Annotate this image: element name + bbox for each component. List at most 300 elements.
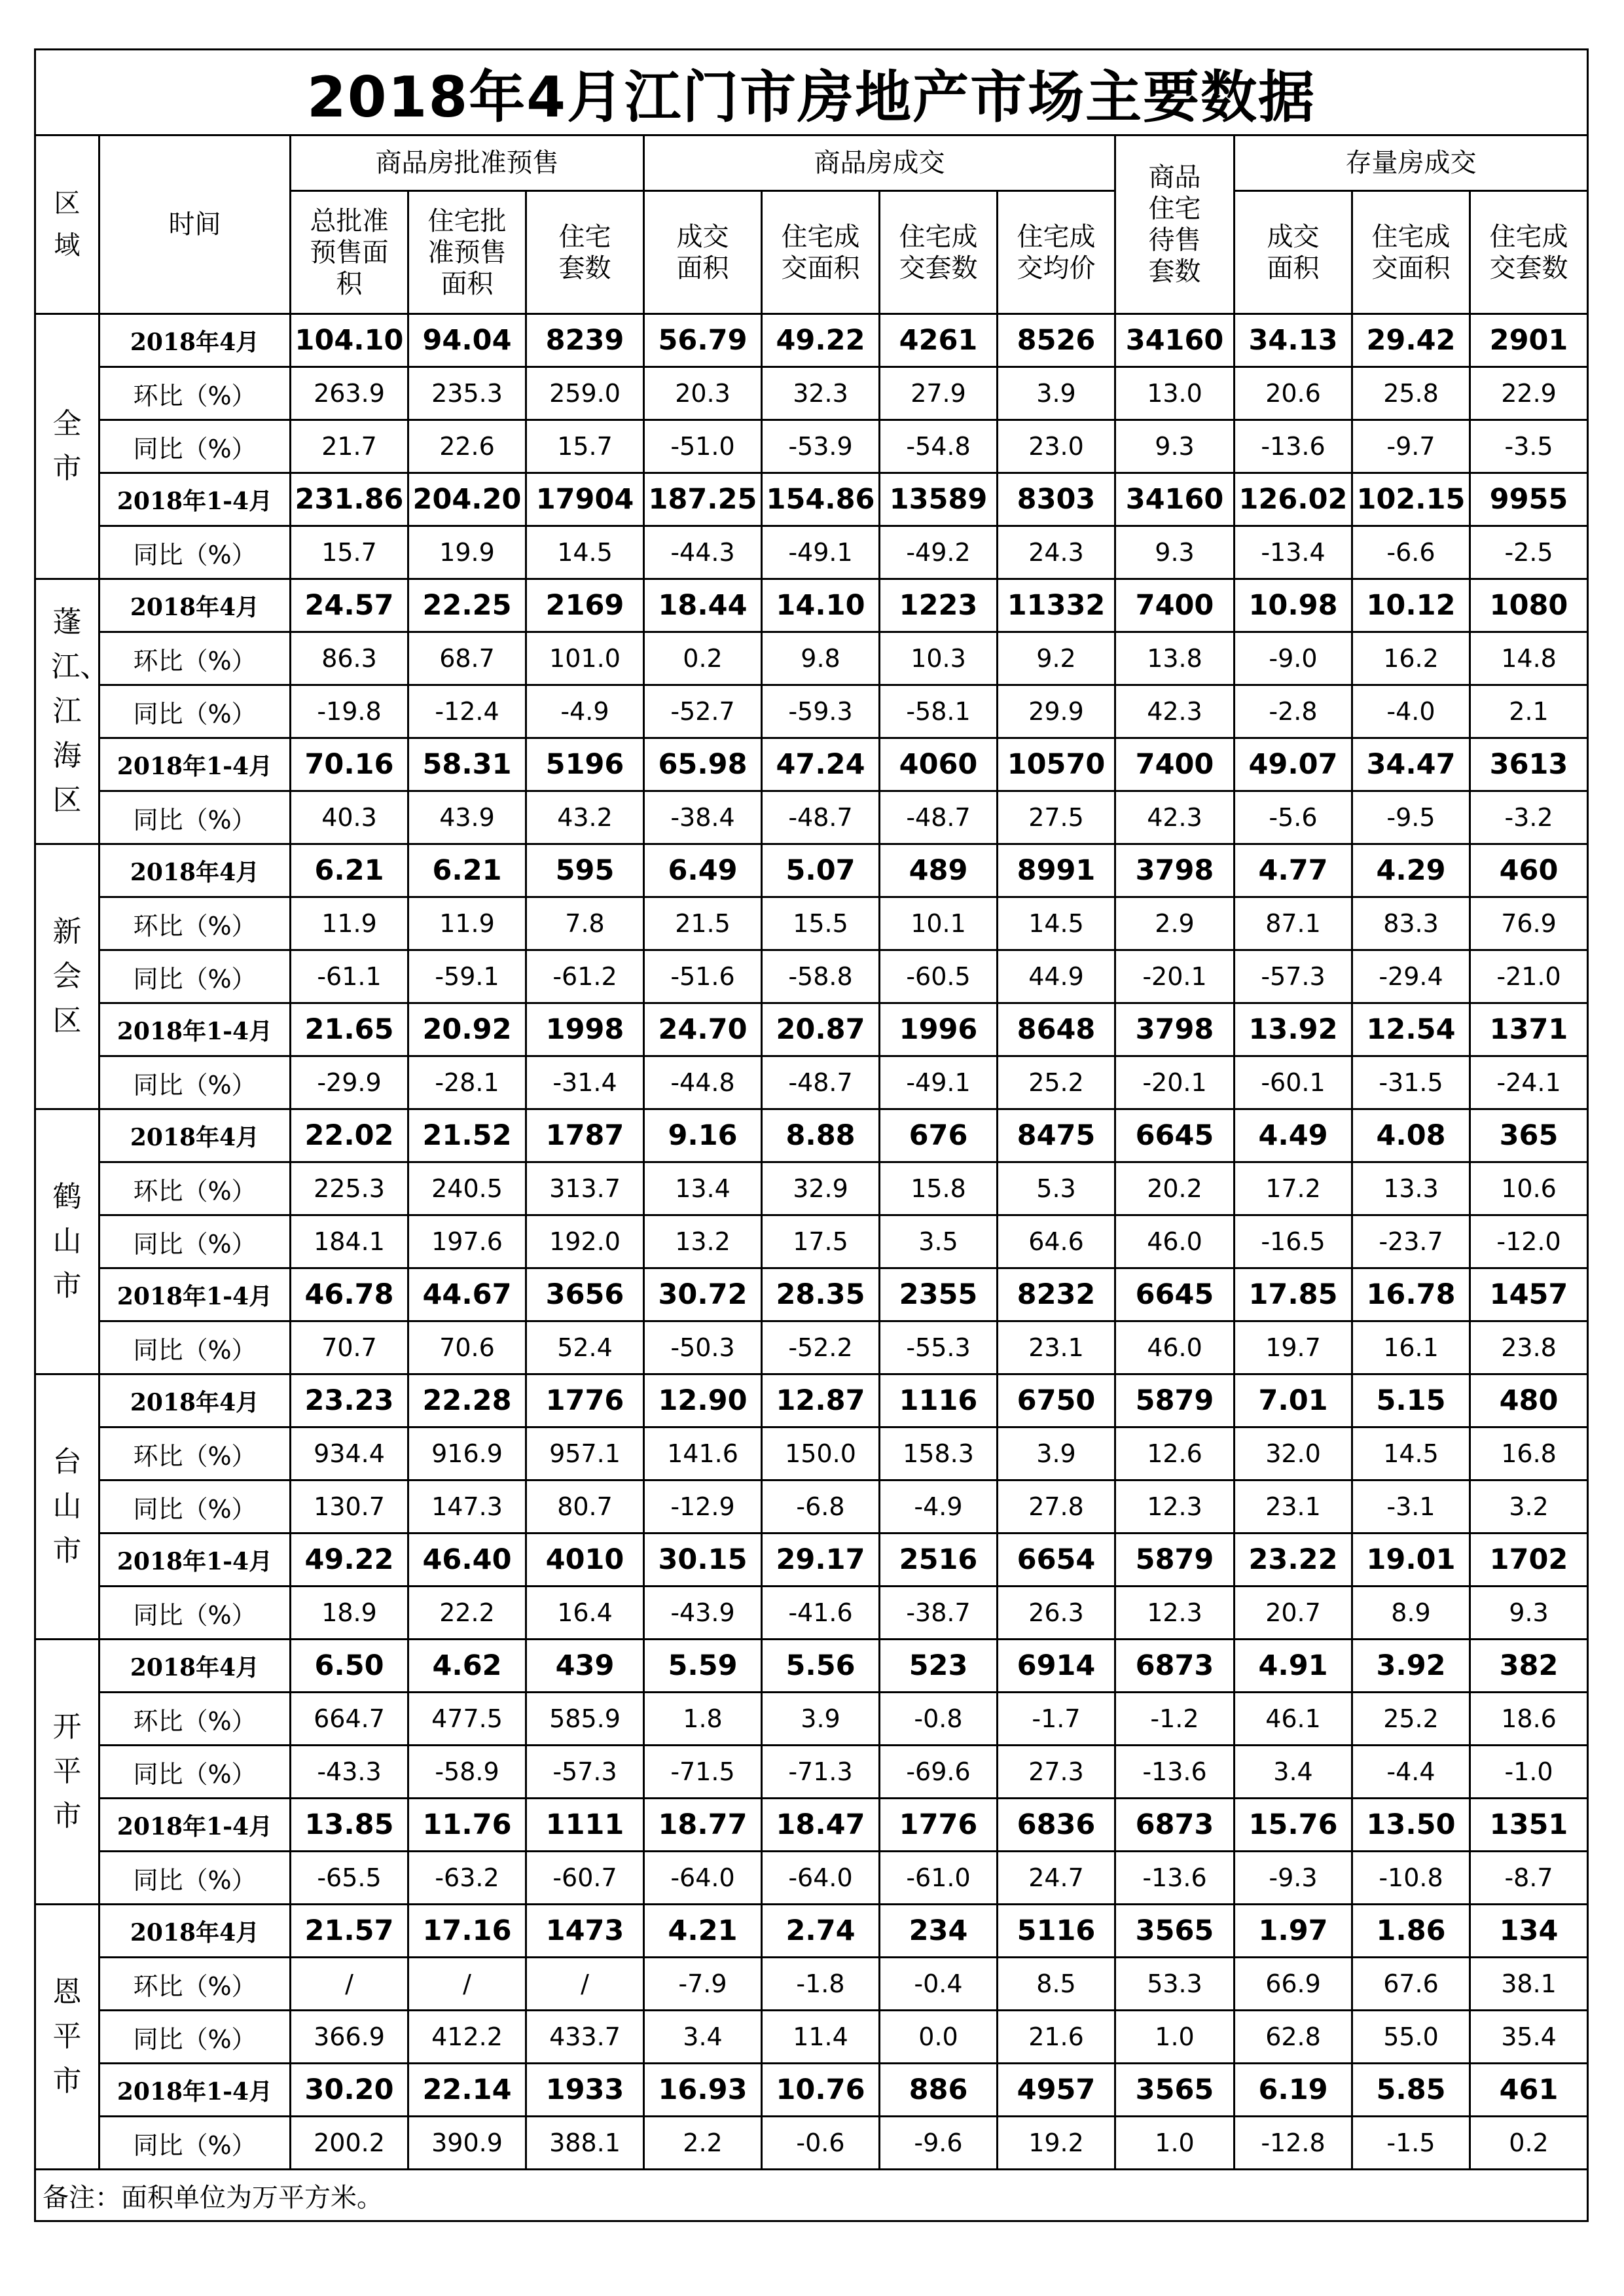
table-cell: 27.5 xyxy=(998,791,1115,844)
table-cell: -1.8 xyxy=(762,1958,880,2011)
table-cell: 23.0 xyxy=(998,420,1115,473)
table-cell: 13.0 xyxy=(1115,367,1235,420)
header-column xyxy=(998,191,1115,314)
table-cell: -69.6 xyxy=(880,1746,998,1799)
header-column-text: 成交面积 xyxy=(676,221,729,283)
table-cell: 70.6 xyxy=(408,1321,526,1374)
table-cell: 44.9 xyxy=(998,950,1115,1003)
table-cell: 3656 xyxy=(526,1268,644,1321)
table-cell: 313.7 xyxy=(526,1162,644,1215)
period-label: 2018年4月 xyxy=(99,314,291,367)
table-cell: 21.52 xyxy=(408,1109,526,1162)
table-cell: 20.6 xyxy=(1235,367,1352,420)
table-cell: 10.12 xyxy=(1352,579,1470,632)
table-cell: 67.6 xyxy=(1352,1958,1470,2011)
table-cell: -57.3 xyxy=(526,1746,644,1799)
header-group-inventory xyxy=(1115,135,1235,314)
table-cell: -23.7 xyxy=(1352,1215,1470,1268)
table-row xyxy=(35,685,1588,738)
table-cell: 6873 xyxy=(1115,1640,1235,1693)
period-label: 2018年1-4月 xyxy=(99,738,291,791)
table-cell: 676 xyxy=(880,1109,998,1162)
table-cell: -48.7 xyxy=(880,791,998,844)
table-cell: 9.2 xyxy=(998,632,1115,685)
table-cell: 5879 xyxy=(1115,1534,1235,1587)
table-cell: 101.0 xyxy=(526,632,644,685)
table-cell: 3565 xyxy=(1115,2064,1235,2117)
table-cell: 56.79 xyxy=(644,314,762,367)
table-cell: 480 xyxy=(1470,1374,1588,1427)
table-cell: -6.6 xyxy=(1352,526,1470,579)
table-cell: -51.6 xyxy=(644,950,762,1003)
table-cell: 2.2 xyxy=(644,2117,762,2170)
table-cell: 4.21 xyxy=(644,1905,762,1958)
table-cell: 13.85 xyxy=(291,1799,408,1852)
table-cell: 1351 xyxy=(1470,1799,1588,1852)
table-cell: 46.40 xyxy=(408,1534,526,1587)
table-cell: 66.9 xyxy=(1235,1958,1352,2011)
header-column xyxy=(762,191,880,314)
table-cell: -38.4 xyxy=(644,791,762,844)
table-cell: -4.4 xyxy=(1352,1746,1470,1799)
period-label: 环比（%） xyxy=(99,1427,291,1480)
table-cell: 14.5 xyxy=(998,897,1115,950)
table-cell: 14.5 xyxy=(1352,1427,1470,1480)
period-label: 2018年4月 xyxy=(99,1640,291,1693)
table-cell: 460 xyxy=(1470,844,1588,897)
table-cell: 234 xyxy=(880,1905,998,1958)
table-cell: 263.9 xyxy=(291,367,408,420)
table-cell: 184.1 xyxy=(291,1215,408,1268)
table-cell: 70.7 xyxy=(291,1321,408,1374)
table-cell: 15.76 xyxy=(1235,1799,1352,1852)
table-row xyxy=(35,1268,1588,1321)
table-cell: 235.3 xyxy=(408,367,526,420)
table-cell: -51.0 xyxy=(644,420,762,473)
table-cell: 3565 xyxy=(1115,1905,1235,1958)
table-cell: 200.2 xyxy=(291,2117,408,2170)
table-cell: 13.8 xyxy=(1115,632,1235,685)
table-cell: 13.92 xyxy=(1235,1003,1352,1056)
header-column-text: 住宅套数 xyxy=(558,221,611,283)
table-cell: 20.87 xyxy=(762,1003,880,1056)
table-row xyxy=(35,738,1588,791)
period-label: 同比（%） xyxy=(99,1321,291,1374)
table-cell: -38.7 xyxy=(880,1587,998,1640)
table-cell: 9.16 xyxy=(644,1109,762,1162)
table-cell: -0.4 xyxy=(880,1958,998,2011)
table-cell: 24.57 xyxy=(291,579,408,632)
period-label: 环比（%） xyxy=(99,1958,291,2011)
table-cell: 70.16 xyxy=(291,738,408,791)
period-label: 同比（%） xyxy=(99,1587,291,1640)
table-cell: / xyxy=(291,1958,408,2011)
period-label: 同比（%） xyxy=(99,420,291,473)
table-cell: -58.1 xyxy=(880,685,998,738)
table-cell: 1473 xyxy=(526,1905,644,1958)
table-cell: 21.5 xyxy=(644,897,762,950)
table-row xyxy=(35,2117,1588,2170)
table-cell: 20.2 xyxy=(1115,1162,1235,1215)
table-cell: / xyxy=(526,1958,644,2011)
table-cell: 22.25 xyxy=(408,579,526,632)
table-cell: 916.9 xyxy=(408,1427,526,1480)
period-label: 同比（%） xyxy=(99,685,291,738)
period-label: 2018年1-4月 xyxy=(99,1268,291,1321)
table-cell: 192.0 xyxy=(526,1215,644,1268)
table-cell: 22.6 xyxy=(408,420,526,473)
table-cell: 134 xyxy=(1470,1905,1588,1958)
table-cell: 53.3 xyxy=(1115,1958,1235,2011)
table-cell: 17904 xyxy=(526,473,644,526)
table-row xyxy=(35,1321,1588,1374)
table-row xyxy=(35,1693,1588,1746)
table-cell: 4010 xyxy=(526,1534,644,1587)
table-cell: 388.1 xyxy=(526,2117,644,2170)
table-cell: -43.9 xyxy=(644,1587,762,1640)
table-cell: 8991 xyxy=(998,844,1115,897)
table-cell: 11.9 xyxy=(291,897,408,950)
table-row xyxy=(35,1746,1588,1799)
table-cell: 477.5 xyxy=(408,1693,526,1746)
period-label: 2018年4月 xyxy=(99,844,291,897)
table-cell: -29.4 xyxy=(1352,950,1470,1003)
table-cell: 102.15 xyxy=(1352,473,1470,526)
table-cell: 9955 xyxy=(1470,473,1588,526)
table-cell: 240.5 xyxy=(408,1162,526,1215)
table-cell: 86.3 xyxy=(291,632,408,685)
table-cell: -54.8 xyxy=(880,420,998,473)
table-cell: 934.4 xyxy=(291,1427,408,1480)
table-cell: 1371 xyxy=(1470,1003,1588,1056)
table-cell: 76.9 xyxy=(1470,897,1588,950)
region-name: 蓬江、江海区 xyxy=(51,605,109,817)
table-cell: 5.3 xyxy=(998,1162,1115,1215)
period-label: 同比（%） xyxy=(99,1746,291,1799)
table-cell: 7.01 xyxy=(1235,1374,1352,1427)
table-cell: 3613 xyxy=(1470,738,1588,791)
table-cell: 11.4 xyxy=(762,2011,880,2064)
table-cell: -41.6 xyxy=(762,1587,880,1640)
period-label: 同比（%） xyxy=(99,2011,291,2064)
table-cell: -9.0 xyxy=(1235,632,1352,685)
table-cell: 5.59 xyxy=(644,1640,762,1693)
table-cell: -2.5 xyxy=(1470,526,1588,579)
table-cell: 22.2 xyxy=(408,1587,526,1640)
table-cell: -19.8 xyxy=(291,685,408,738)
table-cell: 16.2 xyxy=(1352,632,1470,685)
table-cell: 2169 xyxy=(526,579,644,632)
table-cell: -31.4 xyxy=(526,1056,644,1109)
table-cell: / xyxy=(408,1958,526,2011)
table-row xyxy=(35,367,1588,420)
table-cell: 6836 xyxy=(998,1799,1115,1852)
header-column-text: 住宅成交套数 xyxy=(899,221,978,283)
table-cell: 412.2 xyxy=(408,2011,526,2064)
table-cell: 5116 xyxy=(998,1905,1115,1958)
table-cell: 20.3 xyxy=(644,367,762,420)
table-cell: -31.5 xyxy=(1352,1056,1470,1109)
table-cell: 34160 xyxy=(1115,473,1235,526)
table-cell: 8.5 xyxy=(998,1958,1115,2011)
table-cell: 461 xyxy=(1470,2064,1588,2117)
table-cell: -59.1 xyxy=(408,950,526,1003)
table-row xyxy=(35,1799,1588,1852)
table-cell: 886 xyxy=(880,2064,998,2117)
table-row xyxy=(35,1109,1588,1162)
region-label xyxy=(35,844,99,1109)
table-cell: -55.3 xyxy=(880,1321,998,1374)
table-cell: -8.7 xyxy=(1470,1852,1588,1905)
table-cell: 16.1 xyxy=(1352,1321,1470,1374)
table-cell: -13.6 xyxy=(1235,420,1352,473)
table-cell: -16.5 xyxy=(1235,1215,1352,1268)
table-row xyxy=(35,1958,1588,2011)
table-cell: 29.42 xyxy=(1352,314,1470,367)
table-cell: 12.6 xyxy=(1115,1427,1235,1480)
table-cell: -28.1 xyxy=(408,1056,526,1109)
header-column-text: 成交面积 xyxy=(1267,221,1320,283)
table-cell: 8475 xyxy=(998,1109,1115,1162)
table-cell: 11332 xyxy=(998,579,1115,632)
table-cell: 27.9 xyxy=(880,367,998,420)
table-cell: 3798 xyxy=(1115,1003,1235,1056)
table-cell: 43.2 xyxy=(526,791,644,844)
table-cell: 147.3 xyxy=(408,1480,526,1534)
header-column-text: 住宅成交面积 xyxy=(1371,221,1451,283)
table-cell: 1996 xyxy=(880,1003,998,1056)
table-cell: -20.1 xyxy=(1115,950,1235,1003)
region-label xyxy=(35,1109,99,1374)
table-cell: -3.1 xyxy=(1352,1480,1470,1534)
page-title: 2018年4月江门市房地产市场主要数据 xyxy=(35,50,1588,135)
table-cell: -60.1 xyxy=(1235,1056,1352,1109)
table-cell: 6873 xyxy=(1115,1799,1235,1852)
table-cell: 2.1 xyxy=(1470,685,1588,738)
table-cell: 64.6 xyxy=(998,1215,1115,1268)
period-label: 2018年1-4月 xyxy=(99,473,291,526)
period-label: 同比（%） xyxy=(99,526,291,579)
table-row xyxy=(35,1480,1588,1534)
table-cell: 3.4 xyxy=(644,2011,762,2064)
table-cell: 1116 xyxy=(880,1374,998,1427)
table-cell: -3.2 xyxy=(1470,791,1588,844)
table-cell: 8648 xyxy=(998,1003,1115,1056)
period-label: 同比（%） xyxy=(99,1480,291,1534)
table-cell: 8.9 xyxy=(1352,1587,1470,1640)
table-cell: 3798 xyxy=(1115,844,1235,897)
table-cell: 8239 xyxy=(526,314,644,367)
table-cell: 5196 xyxy=(526,738,644,791)
table-cell: 24.70 xyxy=(644,1003,762,1056)
table-cell: 38.1 xyxy=(1470,1958,1588,2011)
header-column xyxy=(880,191,998,314)
table-cell: 13.3 xyxy=(1352,1162,1470,1215)
table-cell: 16.78 xyxy=(1352,1268,1470,1321)
table-cell: 1776 xyxy=(526,1374,644,1427)
table-cell: 10.1 xyxy=(880,897,998,950)
table-cell: -9.3 xyxy=(1235,1852,1352,1905)
table-cell: -24.1 xyxy=(1470,1056,1588,1109)
table-cell: 58.31 xyxy=(408,738,526,791)
table-cell: 390.9 xyxy=(408,2117,526,2170)
table-cell: -1.7 xyxy=(998,1693,1115,1746)
table-cell: 23.8 xyxy=(1470,1321,1588,1374)
table-cell: 104.10 xyxy=(291,314,408,367)
table-cell: 14.8 xyxy=(1470,632,1588,685)
region-label xyxy=(35,1905,99,2170)
table-cell: 5879 xyxy=(1115,1374,1235,1427)
table-cell: -6.8 xyxy=(762,1480,880,1534)
region-name: 新会区 xyxy=(52,914,82,1038)
table-cell: 10.76 xyxy=(762,2064,880,2117)
table-cell: 585.9 xyxy=(526,1693,644,1746)
table-cell: 4.77 xyxy=(1235,844,1352,897)
table-row xyxy=(35,1427,1588,1480)
table-cell: 2.9 xyxy=(1115,897,1235,950)
table-cell: 49.07 xyxy=(1235,738,1352,791)
table-row xyxy=(35,1056,1588,1109)
table-cell: 18.77 xyxy=(644,1799,762,1852)
region-name: 台山市 xyxy=(52,1444,82,1568)
table-cell: 4060 xyxy=(880,738,998,791)
region-name: 恩平市 xyxy=(52,1975,82,2098)
table-cell: 9.3 xyxy=(1470,1587,1588,1640)
table-cell: 28.35 xyxy=(762,1268,880,1321)
region-name: 鹤山市 xyxy=(52,1179,82,1303)
period-label: 2018年1-4月 xyxy=(99,1534,291,1587)
table-cell: -9.7 xyxy=(1352,420,1470,473)
table-cell: 11.9 xyxy=(408,897,526,950)
table-cell: 6750 xyxy=(998,1374,1115,1427)
table-cell: -4.9 xyxy=(526,685,644,738)
table-cell: 14.10 xyxy=(762,579,880,632)
table-cell: 1457 xyxy=(1470,1268,1588,1321)
table-cell: 1702 xyxy=(1470,1534,1588,1587)
table-cell: 231.86 xyxy=(291,473,408,526)
header-group-resale: 存量房成交 xyxy=(1235,135,1588,191)
table-cell: 259.0 xyxy=(526,367,644,420)
table-cell: 8232 xyxy=(998,1268,1115,1321)
period-label: 2018年4月 xyxy=(99,1109,291,1162)
table-cell: 13.50 xyxy=(1352,1799,1470,1852)
header-column-text: 住宅成交均价 xyxy=(1017,221,1096,283)
table-cell: -49.1 xyxy=(880,1056,998,1109)
period-label: 环比（%） xyxy=(99,897,291,950)
table-cell: 46.1 xyxy=(1235,1693,1352,1746)
table-cell: -59.3 xyxy=(762,685,880,738)
table-cell: 80.7 xyxy=(526,1480,644,1534)
table-cell: 21.6 xyxy=(998,2011,1115,2064)
table-cell: 365 xyxy=(1470,1109,1588,1162)
table-cell: 15.8 xyxy=(880,1162,998,1215)
table-cell: -57.3 xyxy=(1235,950,1352,1003)
table-cell: 3.5 xyxy=(880,1215,998,1268)
table-cell: -5.6 xyxy=(1235,791,1352,844)
table-row xyxy=(35,473,1588,526)
table-cell: -52.2 xyxy=(762,1321,880,1374)
table-cell: 1.8 xyxy=(644,1693,762,1746)
table-cell: 11.76 xyxy=(408,1799,526,1852)
table-cell: 130.7 xyxy=(291,1480,408,1534)
table-cell: 6.21 xyxy=(408,844,526,897)
table-cell: 2355 xyxy=(880,1268,998,1321)
table-cell: 382 xyxy=(1470,1640,1588,1693)
table-cell: 23.1 xyxy=(1235,1480,1352,1534)
table-cell: 34.13 xyxy=(1235,314,1352,367)
table-cell: 21.7 xyxy=(291,420,408,473)
table-cell: 40.3 xyxy=(291,791,408,844)
table-cell: 27.8 xyxy=(998,1480,1115,1534)
table-cell: -9.5 xyxy=(1352,791,1470,844)
table-cell: 25.2 xyxy=(1352,1693,1470,1746)
table-cell: 30.15 xyxy=(644,1534,762,1587)
period-label: 环比（%） xyxy=(99,632,291,685)
table-cell: 204.20 xyxy=(408,473,526,526)
table-cell: 17.5 xyxy=(762,1215,880,1268)
table-cell: 3.2 xyxy=(1470,1480,1588,1534)
table-cell: 0.2 xyxy=(1470,2117,1588,2170)
table-cell: 141.6 xyxy=(644,1427,762,1480)
table-cell: 42.3 xyxy=(1115,791,1235,844)
table-cell: -3.5 xyxy=(1470,420,1588,473)
table-cell: 8526 xyxy=(998,314,1115,367)
table-cell: 30.72 xyxy=(644,1268,762,1321)
table-row xyxy=(35,420,1588,473)
table-row xyxy=(35,1215,1588,1268)
table-cell: 0.2 xyxy=(644,632,762,685)
table-cell: 3.4 xyxy=(1235,1746,1352,1799)
table-cell: 6914 xyxy=(998,1640,1115,1693)
period-label: 2018年4月 xyxy=(99,1374,291,1427)
header-column xyxy=(644,191,762,314)
table-cell: 957.1 xyxy=(526,1427,644,1480)
table-cell: 12.90 xyxy=(644,1374,762,1427)
table-cell: 20.7 xyxy=(1235,1587,1352,1640)
table-cell: -44.3 xyxy=(644,526,762,579)
period-label: 2018年4月 xyxy=(99,1905,291,1958)
table-cell: 10.3 xyxy=(880,632,998,685)
table-cell: 20.92 xyxy=(408,1003,526,1056)
table-cell: 32.9 xyxy=(762,1162,880,1215)
table-cell: 16.4 xyxy=(526,1587,644,1640)
table-cell: -43.3 xyxy=(291,1746,408,1799)
period-label: 同比（%） xyxy=(99,2117,291,2170)
period-label: 2018年4月 xyxy=(99,579,291,632)
table-row xyxy=(35,2011,1588,2064)
table-cell: -60.7 xyxy=(526,1852,644,1905)
table-cell: 34.47 xyxy=(1352,738,1470,791)
table-cell: 7400 xyxy=(1115,579,1235,632)
table-cell: 2516 xyxy=(880,1534,998,1587)
table-cell: 47.24 xyxy=(762,738,880,791)
region-name: 开平市 xyxy=(52,1710,82,1833)
table-cell: 52.4 xyxy=(526,1321,644,1374)
table-cell: -50.3 xyxy=(644,1321,762,1374)
table-cell: 3.9 xyxy=(998,367,1115,420)
table-cell: 439 xyxy=(526,1640,644,1693)
period-label: 2018年1-4月 xyxy=(99,1003,291,1056)
table-cell: 7400 xyxy=(1115,738,1235,791)
table-cell: -63.2 xyxy=(408,1852,526,1905)
period-label: 环比（%） xyxy=(99,1162,291,1215)
table-cell: -64.0 xyxy=(644,1852,762,1905)
table-cell: 18.6 xyxy=(1470,1693,1588,1746)
table-cell: 1933 xyxy=(526,2064,644,2117)
table-cell: 18.9 xyxy=(291,1587,408,1640)
table-cell: 12.54 xyxy=(1352,1003,1470,1056)
table-cell: -7.9 xyxy=(644,1958,762,2011)
